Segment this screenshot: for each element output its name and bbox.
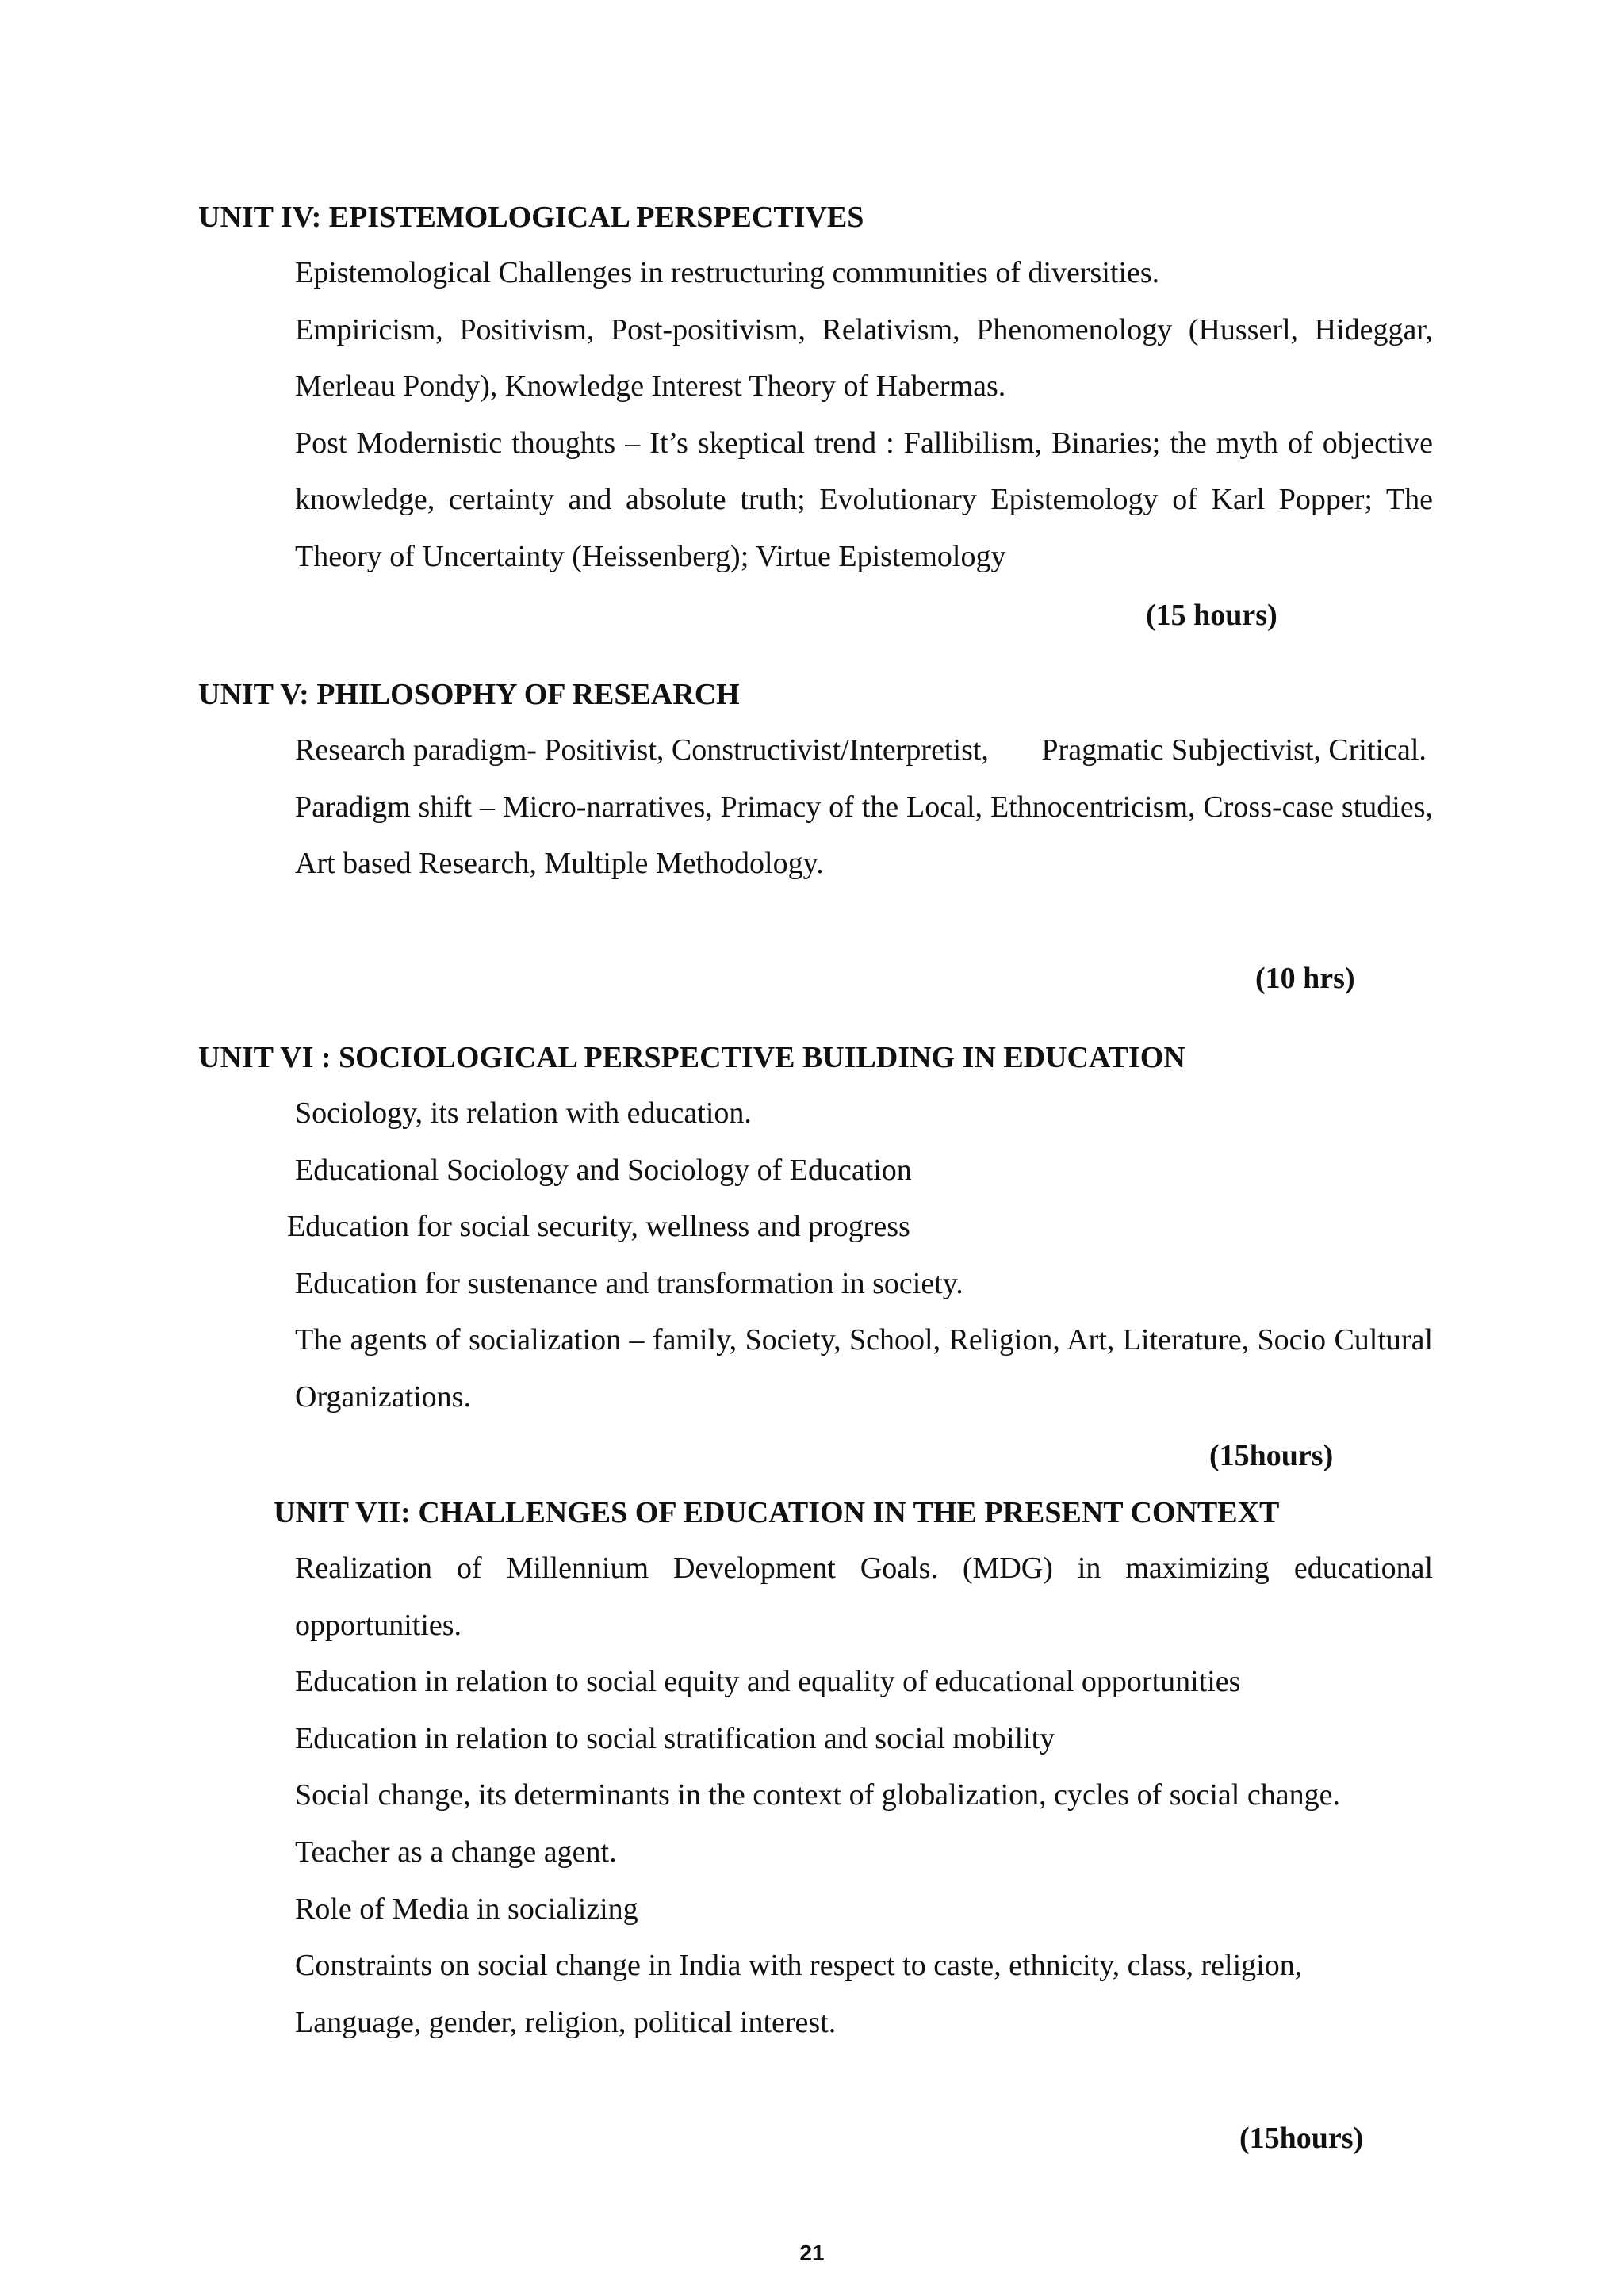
- unit-6-paragraph: Education for social security, wellness and progress: [287, 1210, 910, 1244]
- unit-6-body: [287, 1085, 1433, 1426]
- unit-7-paragraph: Realization of Millennium Development Goals. (MDG) in maximizing educational opportunities.: [295, 1552, 1433, 1642]
- unit-5-heading: UNIT V: PHILOSOPHY OF RESEARCH: [198, 678, 740, 711]
- unit-5-paragraph: Research paradigm- Positivist, Constructivist/Interpretist, Pragmatic Subjectivist, Critical.: [295, 733, 1427, 767]
- unit-4-body: [295, 245, 1433, 586]
- unit-5-body: [295, 722, 1433, 893]
- unit-6-heading: UNIT VI : SOCIOLOGICAL PERSPECTIVE BUILDING IN EDUCATION: [198, 1041, 1185, 1074]
- unit-7-paragraph: Role of Media in socializing: [295, 1892, 638, 1926]
- unit-4-hours: (15 hours): [1146, 599, 1277, 632]
- unit-6-paragraph: Education for sustenance and transformation in society.: [295, 1266, 963, 1300]
- unit-7-body: [295, 1540, 1433, 2051]
- page-number: 21: [799, 2241, 825, 2265]
- unit-7-hours: (15hours): [1239, 2122, 1364, 2155]
- unit-6-paragraph: The agents of socialization – family, Society, School, Religion, Art, Literature, Socio Cultural Organizations.: [295, 1323, 1433, 1414]
- unit-4-paragraph: Empiricism, Positivism, Post-positivism, Relativism, Phenomenology (Husserl, Hideggar, Merleau Pondy), Knowledge Interest Theory of Habermas.: [295, 312, 1433, 404]
- unit-4-paragraph: Epistemological Challenges in restructuring communities of diversities.: [295, 256, 1160, 289]
- unit-7-paragraph: Teacher as a change agent.: [295, 1835, 617, 1869]
- unit-7-paragraph: Education in relation to social stratification and social mobility: [295, 1721, 1055, 1755]
- unit-6-hours: (15hours): [1209, 1439, 1334, 1472]
- unit-6-paragraph: Sociology, its relation with education.: [295, 1096, 752, 1130]
- unit-4-paragraph: Post Modernistic thoughts – It’s skeptical trend : Fallibilism, Binaries; the myth of objective knowledge, certainty and absolute truth; Evolutionary Epistemology of Karl Popper; The Theory of Uncertainty (Heissenberg); Virtue Epistemology: [295, 426, 1433, 573]
- unit-7-paragraph: Social change, its determinants in the context of globalization, cycles of social change.: [295, 1778, 1340, 1812]
- unit-6-paragraph: Educational Sociology and Sociology of Education: [295, 1153, 912, 1187]
- unit-7-heading: UNIT VII: CHALLENGES OF EDUCATION IN THE PRESENT CONTEXT: [274, 1496, 1280, 1529]
- unit-5-paragraph: Paradigm shift – Micro-narratives, Primacy of the Local, Ethnocentricism, Cross-case studies, Art based Research, Multiple Methodology.: [295, 790, 1433, 881]
- unit-5-hours: (10 hrs): [1255, 962, 1355, 995]
- unit-7-paragraph: Constraints on social change in India with respect to caste, ethnicity, class, religion, Language, gender, religion, political interest.: [295, 1949, 1303, 2039]
- unit-4-heading: UNIT IV: EPISTEMOLOGICAL PERSPECTIVES: [198, 201, 864, 234]
- unit-7-paragraph: Education in relation to social equity and equality of educational opportunities: [295, 1665, 1241, 1699]
